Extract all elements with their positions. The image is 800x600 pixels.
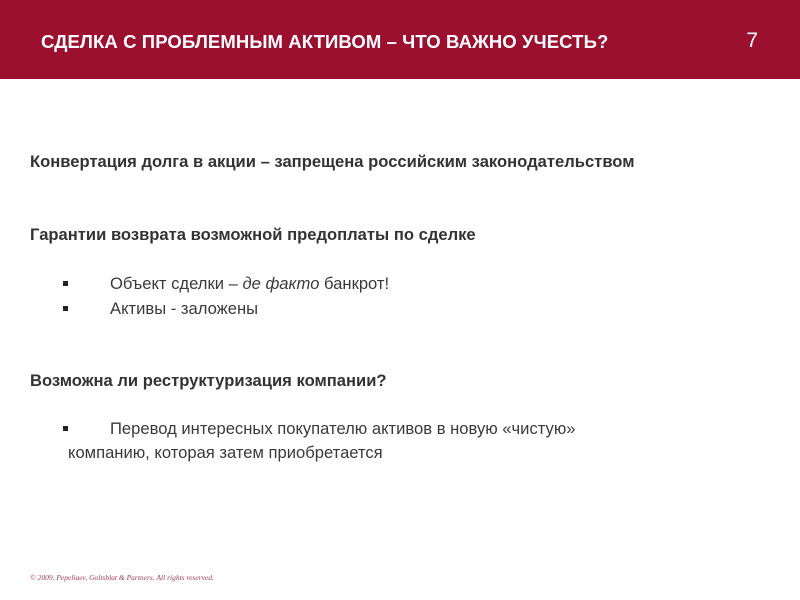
- slide-header: [0, 0, 800, 79]
- bullet-text: Активы - заложены: [110, 299, 259, 318]
- copyright-footer: © 2009. Pepeliaev, Goltsblat & Partners. All rights reserved.: [30, 573, 214, 582]
- section-heading-prepayment-guarantees: Гарантии возврата возможной предоплаты по сделке: [30, 225, 476, 244]
- bullet-icon: [63, 306, 68, 311]
- slide-number: 7: [746, 29, 758, 52]
- section-heading-restructuring: Возможна ли реструктуризация компании?: [30, 371, 387, 390]
- slide-title: СДЕЛКА С ПРОБЛЕМНЫМ АКТИВОМ – ЧТО ВАЖНО УЧЕСТЬ?: [41, 31, 609, 52]
- bullet-icon: [63, 426, 68, 431]
- bullet-icon: [63, 281, 68, 286]
- bullet-continuation-text: компанию, которая затем приобретается: [68, 443, 383, 462]
- section-heading-debt-conversion: Конвертация долга в акции – запрещена российским законодательством: [30, 152, 635, 171]
- bullet-text: Объект сделки – де факто банкрот!: [110, 274, 390, 293]
- bullet-text: Перевод интересных покупателю активов в новую «чистую»: [110, 419, 576, 438]
